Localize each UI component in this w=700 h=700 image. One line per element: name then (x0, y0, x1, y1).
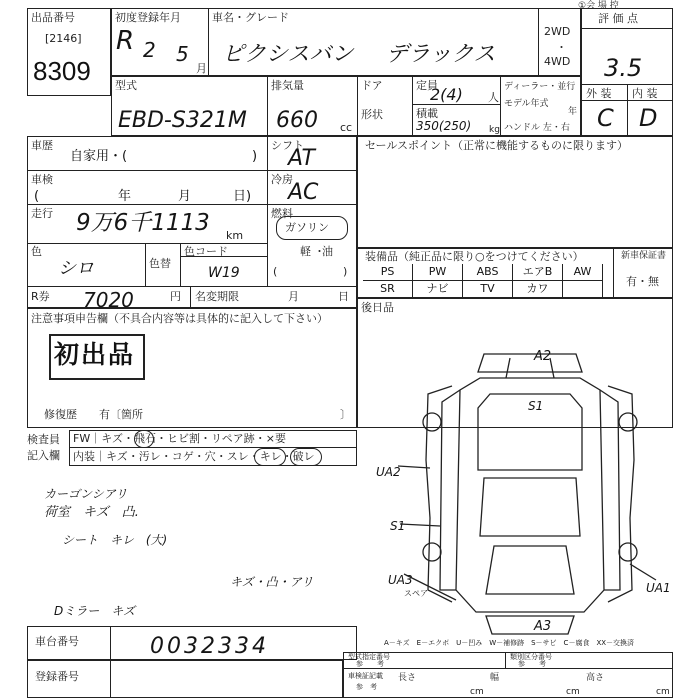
load-label: 積載 (416, 107, 438, 120)
length-unit: cm (470, 687, 484, 697)
handwritten-note: キズ・凸・アリ (230, 575, 314, 589)
load-value: 350(250) (416, 119, 472, 133)
fuel-dot: ・ (314, 245, 325, 258)
handle-label: ハンドル 左・右 (504, 123, 570, 133)
color-code-label: 色コード (184, 245, 228, 258)
lot-number: 8309 (33, 56, 91, 86)
type-spec-sub: 参 考 (356, 660, 384, 668)
width-unit: cm (566, 687, 580, 697)
class-sub: 参 考 (518, 660, 546, 668)
damage-mark-ua3: UA3 (388, 573, 413, 587)
inspection-day: 日) (233, 189, 252, 204)
model-year-label: モデル年式 (504, 99, 549, 109)
ac-value: AC (288, 180, 319, 205)
first-reg-era: R (116, 26, 135, 56)
mileage-unit: km (226, 229, 244, 242)
name-change-month: 月 (288, 290, 299, 303)
damage-mark-ua1: UA1 (646, 581, 671, 595)
divider (538, 8, 539, 76)
history-value: 自家用・( (70, 149, 128, 164)
mileage-value: 9万6千1113 (76, 210, 210, 236)
fuel-gas: ガソリン (285, 221, 329, 234)
inspection-month: 月 (178, 189, 192, 204)
recycle-value: 7020 (83, 288, 134, 312)
divider (627, 84, 628, 136)
door-label: ドア (361, 79, 383, 92)
model-name-label: 車名・グレード (212, 11, 289, 24)
dealer-label: ディーラー・並行 (504, 82, 576, 92)
handwritten-note: Dミラー キズ (54, 604, 136, 618)
recycle-unit: 円 (170, 290, 181, 303)
name-change-day: 日 (338, 290, 349, 303)
first-listing: 初出品 (54, 340, 136, 369)
history-close: ) (252, 149, 258, 164)
shift-label: シフト (271, 139, 304, 152)
model-year-unit: 年 (568, 107, 578, 117)
equipment-cell: PS (363, 264, 413, 281)
inspection-label: 車検 (31, 173, 53, 186)
damage-legend: A－キズ E－エクボ U－凹み W－補修跡 S－サビ C－腐食 XX－交換済 (384, 639, 635, 647)
exterior-grade: C (597, 104, 614, 132)
dims-sub: 参 考 (356, 683, 377, 691)
lot-sub: [2146] (45, 32, 82, 45)
equipment-cell: ABS (463, 264, 513, 281)
color-code-value: W19 (208, 265, 240, 281)
shift-value: AT (288, 146, 315, 171)
sales-point-box (357, 136, 673, 248)
color-change-label: 色替 (149, 257, 171, 270)
model-name: ピクシスバン (222, 42, 354, 67)
height-label: 高さ (586, 673, 605, 683)
damage-mark-ua2: UA2 (376, 465, 401, 479)
circle-mark (134, 430, 154, 448)
registration-label: 登録番号 (35, 670, 79, 683)
class-label: 類別区分番号 (510, 653, 552, 661)
fuel-oil: 油 (322, 245, 333, 258)
inspector-row-2: 内装｜キズ・汚レ・コゲ・穴・スレ・キレ・破レ (73, 450, 315, 463)
divider (27, 243, 267, 244)
equipment-cell: SR (363, 281, 413, 298)
first-reg-year: 2 (143, 38, 156, 62)
inspection-year: 年 (118, 189, 132, 204)
grade: デラックス (386, 42, 496, 67)
score-label: 評 価 点 (598, 12, 638, 25)
type-value: EBD-S321M (118, 108, 247, 133)
recycle-label: R券 (31, 290, 50, 303)
displacement-value: 660 (276, 108, 318, 133)
copy-note: ①会 場 控 (578, 1, 619, 11)
handwritten-note: カーゴンシアリ (44, 487, 128, 501)
inspector-label: 検査員 (27, 433, 60, 446)
divider (180, 243, 181, 286)
ac-label: 冷房 (271, 173, 293, 186)
length-label: 長さ (398, 673, 417, 683)
equipment-cell: AW (563, 264, 603, 281)
height-unit: cm (656, 687, 670, 697)
equipment-label: 装備品（純正品に限り○をつけてください） (365, 250, 584, 263)
inspection-open: ( (34, 189, 40, 204)
mileage-label: 走行 (31, 207, 53, 220)
inspector-row-1: FW｜キズ・飛石・ヒビ割・リペア跡・×要 (73, 432, 286, 445)
caution-label: 注意事項申告欄（不具合内容等は具体的に記入して下さい） (31, 312, 328, 325)
fuel-label: 燃料 (271, 207, 293, 220)
damage-mark-a2: A2 (534, 349, 552, 364)
color-value: シロ (58, 258, 94, 279)
handwritten-note: シート キレ (大) (62, 533, 168, 547)
dims-label: 車検証記載 (348, 672, 383, 680)
divider (581, 28, 673, 29)
damage-mark-s1: S1 (528, 399, 544, 413)
interior-label: 内 装 (632, 87, 658, 100)
first-reg-month: 5 (176, 42, 189, 66)
divider (357, 76, 358, 136)
capacity-label: 定員 (416, 79, 438, 92)
divider (145, 243, 146, 286)
equipment-cell (563, 281, 603, 298)
after-items-label: 後日品 (361, 301, 394, 314)
width-label: 幅 (490, 673, 500, 683)
repair-close: 〕 (340, 408, 351, 421)
circle-mark (290, 448, 322, 466)
equipment-cell: カワ (513, 281, 563, 298)
fuel-kei: 軽 (300, 245, 311, 258)
chassis-value: 0032334 (150, 634, 269, 659)
drive-2wd: 2WD (544, 25, 571, 38)
divider (190, 286, 191, 308)
divider (505, 652, 506, 668)
capacity-unit: 人 (488, 91, 499, 104)
divider (267, 76, 268, 136)
month-unit: 月 (196, 62, 207, 75)
divider (267, 136, 268, 286)
reference-box (343, 652, 673, 698)
displacement-unit: cc (340, 121, 353, 134)
handwritten-note: 荷室 キズ 凸. (44, 505, 139, 520)
exterior-label: 外 装 (586, 87, 612, 100)
warranty-label: 新車保証書 (621, 251, 667, 261)
shape-label: 形状 (361, 108, 383, 121)
capacity-value: 2(4) (430, 85, 463, 104)
lot-label: 出品番号 (31, 11, 75, 24)
interior-grade: D (639, 104, 658, 132)
displacement-label: 排気量 (271, 79, 304, 92)
history-label: 車歴 (31, 139, 53, 152)
equipment-cell: TV (463, 281, 513, 298)
name-change-label: 名変期限 (195, 290, 239, 303)
damage-mark-a3: A3 (534, 619, 552, 634)
repair-label: 修復歴 有〔箇所 (44, 408, 143, 421)
equipment-cell: PW (413, 264, 463, 281)
first-reg-label: 初度登録年月 (115, 11, 181, 24)
score: 3.5 (604, 54, 643, 82)
color-label: 色 (31, 245, 42, 258)
type-spec-label: 型式指定番号 (348, 653, 390, 661)
divider (343, 668, 673, 669)
equipment-cell: エアB (513, 264, 563, 281)
divider (412, 76, 413, 136)
divider (613, 248, 614, 298)
sales-point-label: セールスポイント（正常に機能するものに限ります） (365, 139, 629, 152)
load-unit: kg (489, 125, 500, 135)
drive-4wd: 4WD (544, 55, 571, 68)
fuel-close: ) (343, 265, 348, 278)
warranty-value: 有・無 (626, 275, 659, 288)
divider (208, 8, 209, 76)
chassis-label: 車台番号 (35, 635, 79, 648)
divider (412, 104, 500, 105)
drive-dot: ・ (556, 41, 567, 54)
damage-mark-s1: S1 (390, 519, 406, 533)
divider (27, 286, 357, 287)
divider (500, 76, 501, 136)
inspector-entry-label: 記入欄 (27, 449, 60, 462)
spare-label: スペア (404, 589, 428, 598)
circle-mark (254, 448, 286, 466)
fuel-open: ( (273, 265, 278, 278)
type-label: 型式 (115, 79, 137, 92)
equipment-cell: ナビ (413, 281, 463, 298)
